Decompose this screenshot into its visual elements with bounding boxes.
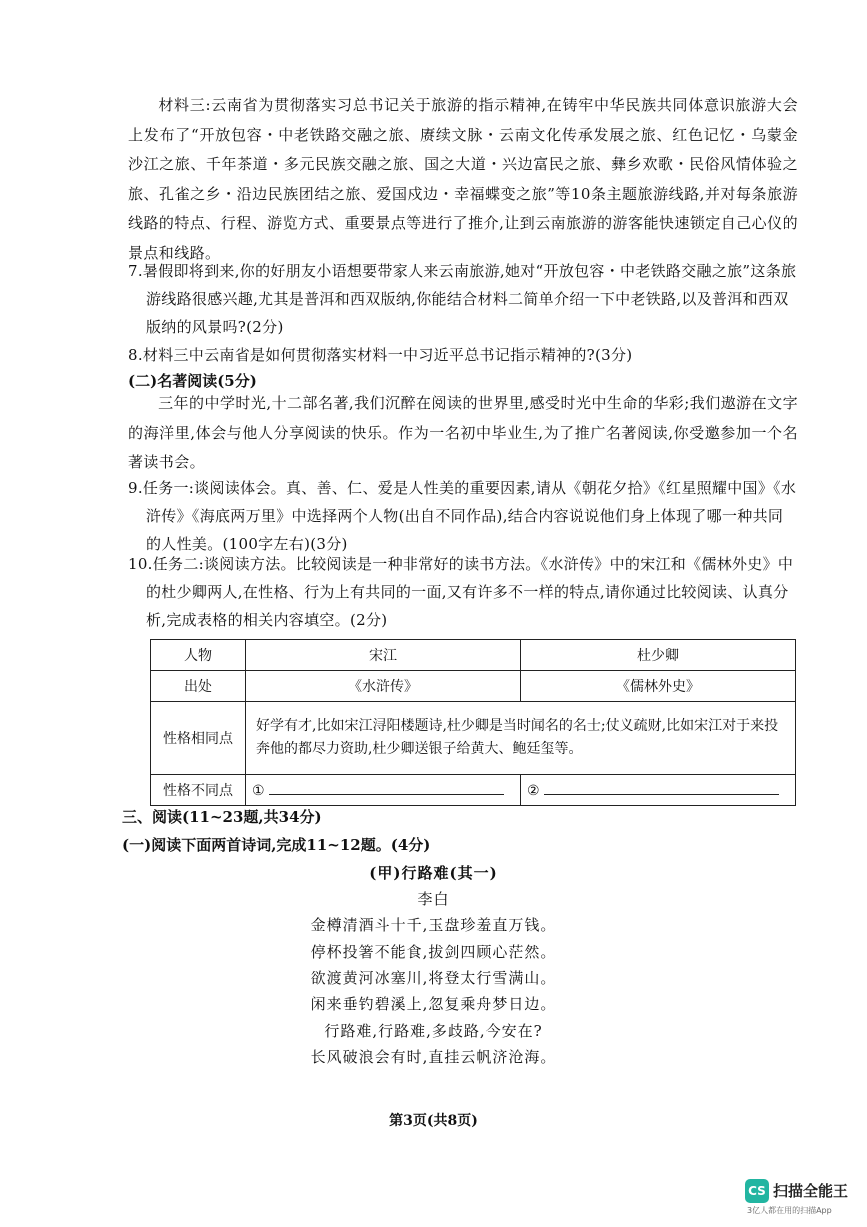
question-7: 7.暑假即将到来,你的好朋友小语想要带家人来云南旅游,她对“开放包容・中老铁路交融之旅”这条旅游线路很感兴趣,尤其是普洱和西双版纳,你能结合材料二简单介绍一下中老铁路,以及普洱和西双版纳的风景吗?(2分) (128, 262, 797, 336)
answer-blank-2[interactable]: ② (520, 775, 795, 806)
table-row (151, 702, 796, 775)
table-header-cell: 人物 (151, 640, 246, 671)
scanner-watermark (745, 1177, 863, 1217)
poem-line: 长风破浪会有时,直挂云帆济沧海。 (310, 1048, 557, 1066)
table-cell: 宋江 (246, 640, 521, 671)
sub-heading-poems: (一)阅读下面两首诗词,完成11~12题。(4分) (122, 836, 431, 854)
poem-line: 停杯投箸不能食,拔剑四顾心茫然。 (310, 943, 557, 961)
table-cell: 好学有才,比如宋江浔阳楼题诗,杜少卿是当时闻名的名士;仗义疏财,比如宋江对于来投奔他的都尽力资助,杜少卿送银子给黄大、鲍廷玺等。 (246, 702, 796, 775)
table-header-cell: 出处 (151, 671, 246, 702)
section-heading-classics: (二)名著阅读(5分) (128, 372, 257, 390)
answer-blank-1[interactable]: ① (246, 775, 521, 806)
section-heading-reading: 三、阅读(11~23题,共34分) (122, 808, 322, 826)
watermark-brand: 扫描全能王 (773, 1182, 849, 1200)
table-row (151, 671, 796, 702)
camscanner-logo-icon: CS (745, 1179, 769, 1203)
poem-author: 李白 (417, 890, 450, 908)
question-8: 8.材料三中云南省是如何贯彻落实材料一中习近平总书记指示精神的?(3分) (128, 346, 633, 364)
question-10: 10.任务二:谈阅读方法。比较阅读是一种非常好的读书方法。《水浒传》中的宋江和《儒林外史》中的杜少卿两人,在性格、行为上有共同的一面,又有许多不一样的特点,请你通过比较阅读、认真分析,完成表格的相关内容填空。(2分) (128, 555, 794, 629)
poem-title: (甲)行路难(其一) (369, 864, 498, 882)
table-header-cell: 性格不同点 (151, 775, 246, 806)
table-cell: 杜少卿 (520, 640, 795, 671)
table-row (151, 775, 796, 806)
table-row (151, 640, 796, 671)
poem-line: 行路难,行路难,多歧路,今安在? (324, 1022, 543, 1040)
poem-line: 金樽清酒斗十千,玉盘珍羞直万钱。 (310, 916, 557, 934)
poem-line: 欲渡黄河冰塞川,将登太行雪满山。 (310, 969, 557, 987)
poem-line: 闲来垂钓碧溪上,忽复乘舟梦日边。 (310, 995, 557, 1013)
table-header-cell: 性格相同点 (151, 702, 246, 775)
table-cell: 《水浒传》 (246, 671, 521, 702)
question-9: 9.任务一:谈阅读体会。真、善、仁、爱是人性美的重要因素,请从《朝花夕拾》《红星照耀中国》《水浒传》《海底两万里》中选择两个人物(出自不同作品),结合内容说说他们身上体现了哪一种共同的人性美。(100字左右)(3分) (128, 479, 797, 553)
comparison-table (150, 639, 796, 806)
page-number: 第3页(共8页) (389, 1113, 478, 1129)
table-cell: 《儒林外史》 (520, 671, 795, 702)
watermark-tagline: 3亿人都在用的扫描App (747, 1206, 832, 1215)
material-three-paragraph: 材料三:云南省为贯彻落实习总书记关于旅游的指示精神,在铸牢中华民族共同体意识旅游大会上发布了“开放包容・中老铁路交融之旅、赓续文脉・云南文化传承发展之旅、红色记忆・乌蒙金沙江之旅、千年茶道・多元民族交融之旅、国之大道・兴边富民之旅、彝乡欢歌・民俗风情体验之旅、孔雀之乡・沿边民族团结之旅、爱国戍边・幸福蝶变之旅”等10条主题旅游线路,并对每条旅游线路的特点、行程、游览方式、重要景点等进行了推介,让到云南旅游的游客能快速锁定自己心仪的景点和线路。 (128, 96, 798, 262)
classics-intro-paragraph: 三年的中学时光,十二部名著,我们沉醉在阅读的世界里,感受时光中生命的华彩;我们遨游在文字的海洋里,体会与他人分享阅读的快乐。作为一名初中毕业生,为了推广名著阅读,你受邀参加一个名著读书会。 (128, 394, 798, 471)
